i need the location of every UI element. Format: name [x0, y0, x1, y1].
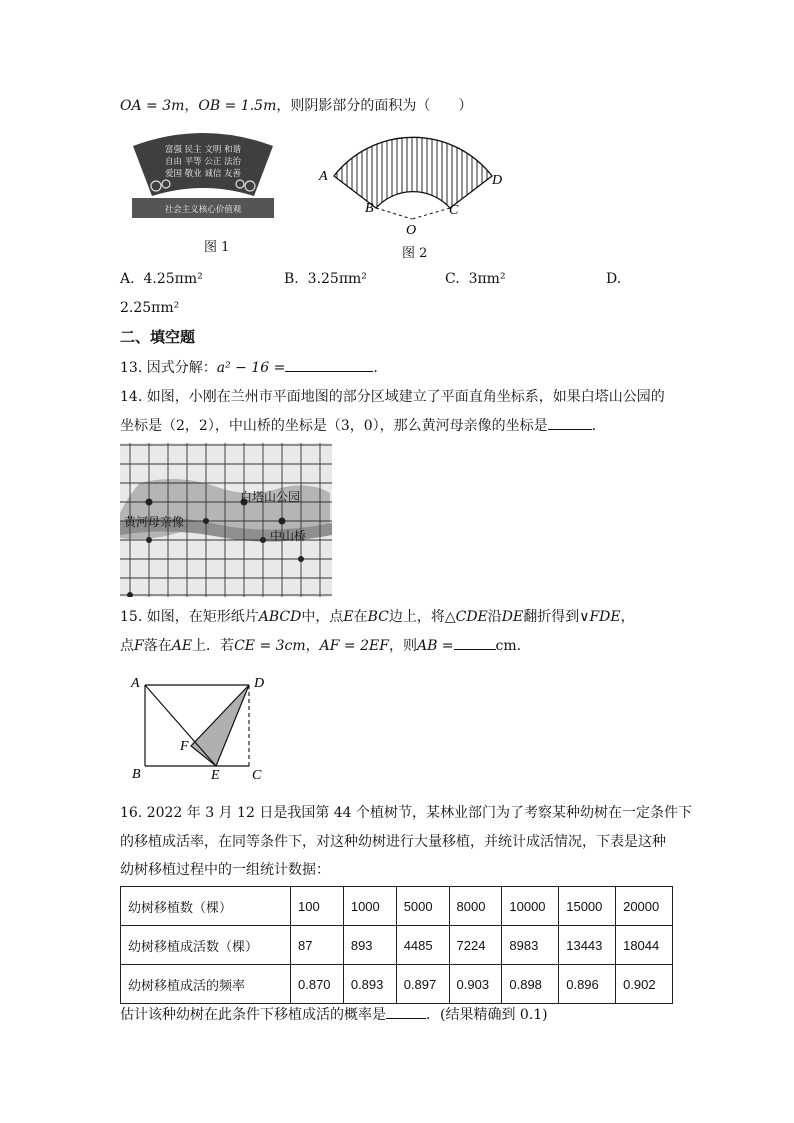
table-cell: 4485: [396, 926, 449, 965]
q15-t6: 翻折得到∨: [523, 609, 590, 625]
q15-t5: 沿: [487, 609, 502, 625]
q15-t2: 中，点: [301, 609, 344, 625]
point-c: C: [449, 203, 459, 218]
table-cell: 7224: [449, 926, 502, 965]
table-row: [121, 887, 673, 926]
table-cell: 1000: [343, 887, 396, 926]
q15-line1: [120, 607, 635, 627]
table-row: [121, 926, 673, 965]
figure1-caption: 图 1: [204, 240, 230, 255]
q16-tail-text: 估计该种幼树在此条件下移植成活的概率是: [120, 1007, 386, 1023]
q14-map-grid: [120, 443, 332, 597]
q15-line2: [120, 635, 521, 656]
q15-t3: 在: [353, 609, 368, 625]
q13-answer-blank[interactable]: [285, 357, 373, 372]
q12-figure1-sign: [128, 128, 278, 228]
q15-cde: CDE: [455, 609, 488, 625]
q12-stem: [120, 96, 472, 116]
table-cell: 0.903: [449, 965, 502, 1004]
option-c-label: C.: [445, 271, 460, 287]
q15-af: AF = 2EF: [319, 638, 389, 654]
option-b[interactable]: [284, 269, 367, 289]
q15-fde: FDE: [589, 609, 621, 625]
q14-line2-text: 坐标是（2，2），中山桥的坐标是（3，0），那么黄河母亲像的坐标是: [120, 418, 548, 434]
table-cell: 0.898: [502, 965, 559, 1004]
sign-line-3: 爱国 敬业 诚信 友善: [164, 169, 242, 179]
q12-sep: ，: [184, 98, 199, 114]
q12-figure2-sector: [316, 126, 516, 246]
sign-line-1: 富强 民主 文明 和谐: [164, 145, 242, 155]
option-d-label: D.: [606, 271, 622, 287]
label-park: 白塔山公园: [240, 490, 301, 504]
table-cell: 0.893: [343, 965, 396, 1004]
q15-abcd: ABCD: [258, 609, 302, 625]
table-cell: 0.896: [559, 965, 616, 1004]
rect-point-b: B: [132, 767, 141, 782]
table-cell: 20000: [616, 887, 673, 926]
q12-oa: OA = 3m: [120, 98, 185, 114]
dot-landmark-2: [260, 537, 266, 543]
q12-ob: OB = 1.5m: [198, 98, 277, 114]
q15-ce: CE = 3cm: [234, 638, 306, 654]
table-cell: 0.897: [396, 965, 449, 1004]
point-a: A: [319, 169, 328, 184]
dot-mother-statue: [146, 499, 153, 506]
table-cell: 8983: [502, 926, 559, 965]
dot-bridge: [279, 518, 286, 525]
table-cell: 8000: [449, 887, 502, 926]
table-row: [121, 965, 673, 1004]
dashed-oc: [412, 208, 450, 219]
q15-answer-blank[interactable]: [454, 635, 496, 650]
table-cell: 893: [343, 926, 396, 965]
rect-point-e: E: [211, 768, 220, 783]
table-cell: 13443: [559, 926, 616, 965]
dashed-ob: [376, 208, 412, 219]
q13-number: 13.: [120, 360, 143, 376]
rect-point-c: C: [252, 768, 262, 783]
q16-data-table: [120, 886, 673, 1004]
row-header: 幼树移植数（棵）: [121, 887, 291, 926]
row-header: 幼树移植成活数（棵）: [121, 926, 291, 965]
shaded-triangle-fde: [191, 685, 249, 766]
q16-tail-note: ．(结果精确到 0.1): [426, 1007, 548, 1023]
q15-t8: 点: [120, 638, 134, 654]
q15-f: F: [134, 638, 144, 654]
q15-de: DE: [501, 609, 524, 625]
q14-end: .: [591, 418, 597, 434]
q15-t10: 上．若: [192, 638, 235, 654]
option-d[interactable]: [606, 269, 621, 289]
table-cell: 0.902: [616, 965, 673, 1004]
rect-point-d: D: [254, 676, 265, 691]
sign-banner-text: 社会主义核心价值观: [164, 205, 242, 215]
q15-rectangle-figure: [128, 672, 274, 784]
q15-t12: ，则: [388, 638, 417, 654]
point-b: B: [365, 201, 374, 216]
rect-point-f: F: [180, 739, 189, 754]
q13: [120, 357, 378, 378]
q16-line1: 16. 2022 年 3 月 12 日是我国第 44 个植树节，某林业部门为了考察某种幼树在一定条件下: [120, 805, 693, 821]
option-a-value: 4.25πm²: [143, 271, 203, 287]
q13-end: .: [373, 360, 378, 376]
point-d: D: [492, 173, 503, 188]
figure2-caption: 图 2: [402, 246, 428, 261]
q15-ae: AE: [171, 638, 193, 654]
table-cell: 5000: [396, 887, 449, 926]
table-cell: 100: [291, 887, 344, 926]
q15-t7: ，: [620, 609, 635, 625]
q16-tail: [120, 1004, 548, 1025]
table-cell: 18044: [616, 926, 673, 965]
shaded-ring-sector: [334, 137, 492, 208]
option-c[interactable]: [445, 269, 506, 289]
q15-t11: ，: [305, 638, 320, 654]
q15-t4: 边上，将△: [388, 609, 456, 625]
q15-t9: 落在: [143, 638, 172, 654]
rect-point-a: A: [131, 676, 140, 691]
label-bridge: 中山桥: [270, 529, 307, 543]
option-a[interactable]: [120, 269, 203, 289]
dot-landmark-3: [146, 537, 152, 543]
dot-landmark-1: [203, 518, 209, 524]
q15-e: E: [343, 609, 354, 625]
table-cell: 87: [291, 926, 344, 965]
q13-text: 因式分解：: [146, 360, 217, 376]
q15-unit: cm.: [495, 638, 522, 654]
q16-answer-blank[interactable]: [386, 1004, 426, 1019]
option-b-label: B.: [284, 271, 299, 287]
dot-landmark-4: [298, 556, 304, 562]
q16-line3: 幼树移植过程中的一组统计数据：: [120, 862, 330, 878]
option-d-value: 2.25πm²: [120, 300, 180, 316]
section-title: 二、填空题: [120, 328, 196, 346]
q15-bc: BC: [367, 609, 389, 625]
q14-answer-blank[interactable]: [548, 415, 592, 430]
table-cell: 10000: [502, 887, 559, 926]
table-cell: 15000: [559, 887, 616, 926]
q14-line2: [120, 415, 596, 436]
label-mother-statue: 黄河母亲像: [124, 515, 185, 529]
point-o: O: [406, 223, 417, 238]
table-cell: 0.870: [291, 965, 344, 1004]
sign-line-2: 自由 平等 公正 法治: [164, 157, 242, 167]
option-b-value: 3.25πm²: [307, 271, 367, 287]
q15-t1: 15. 如图，在矩形纸片: [120, 609, 259, 625]
q12-stem-text: ，则阴影部分的面积为（ ）: [276, 98, 473, 114]
row-header: 幼树移植成活的频率: [121, 965, 291, 1004]
option-c-value: 3πm²: [468, 271, 506, 287]
option-a-label: A.: [120, 271, 135, 287]
q15-ab: AB =: [416, 638, 454, 654]
q16-line2: 的移植成活率，在同等条件下，对这种幼树进行大量移植，并统计成活情况，下表是这种: [120, 834, 666, 850]
q13-expr: a² − 16 =: [216, 360, 286, 376]
q14-line1: 14. 如图，小刚在兰州市平面地图的部分区域建立了平面直角坐标系，如果白塔山公园的: [120, 389, 665, 405]
